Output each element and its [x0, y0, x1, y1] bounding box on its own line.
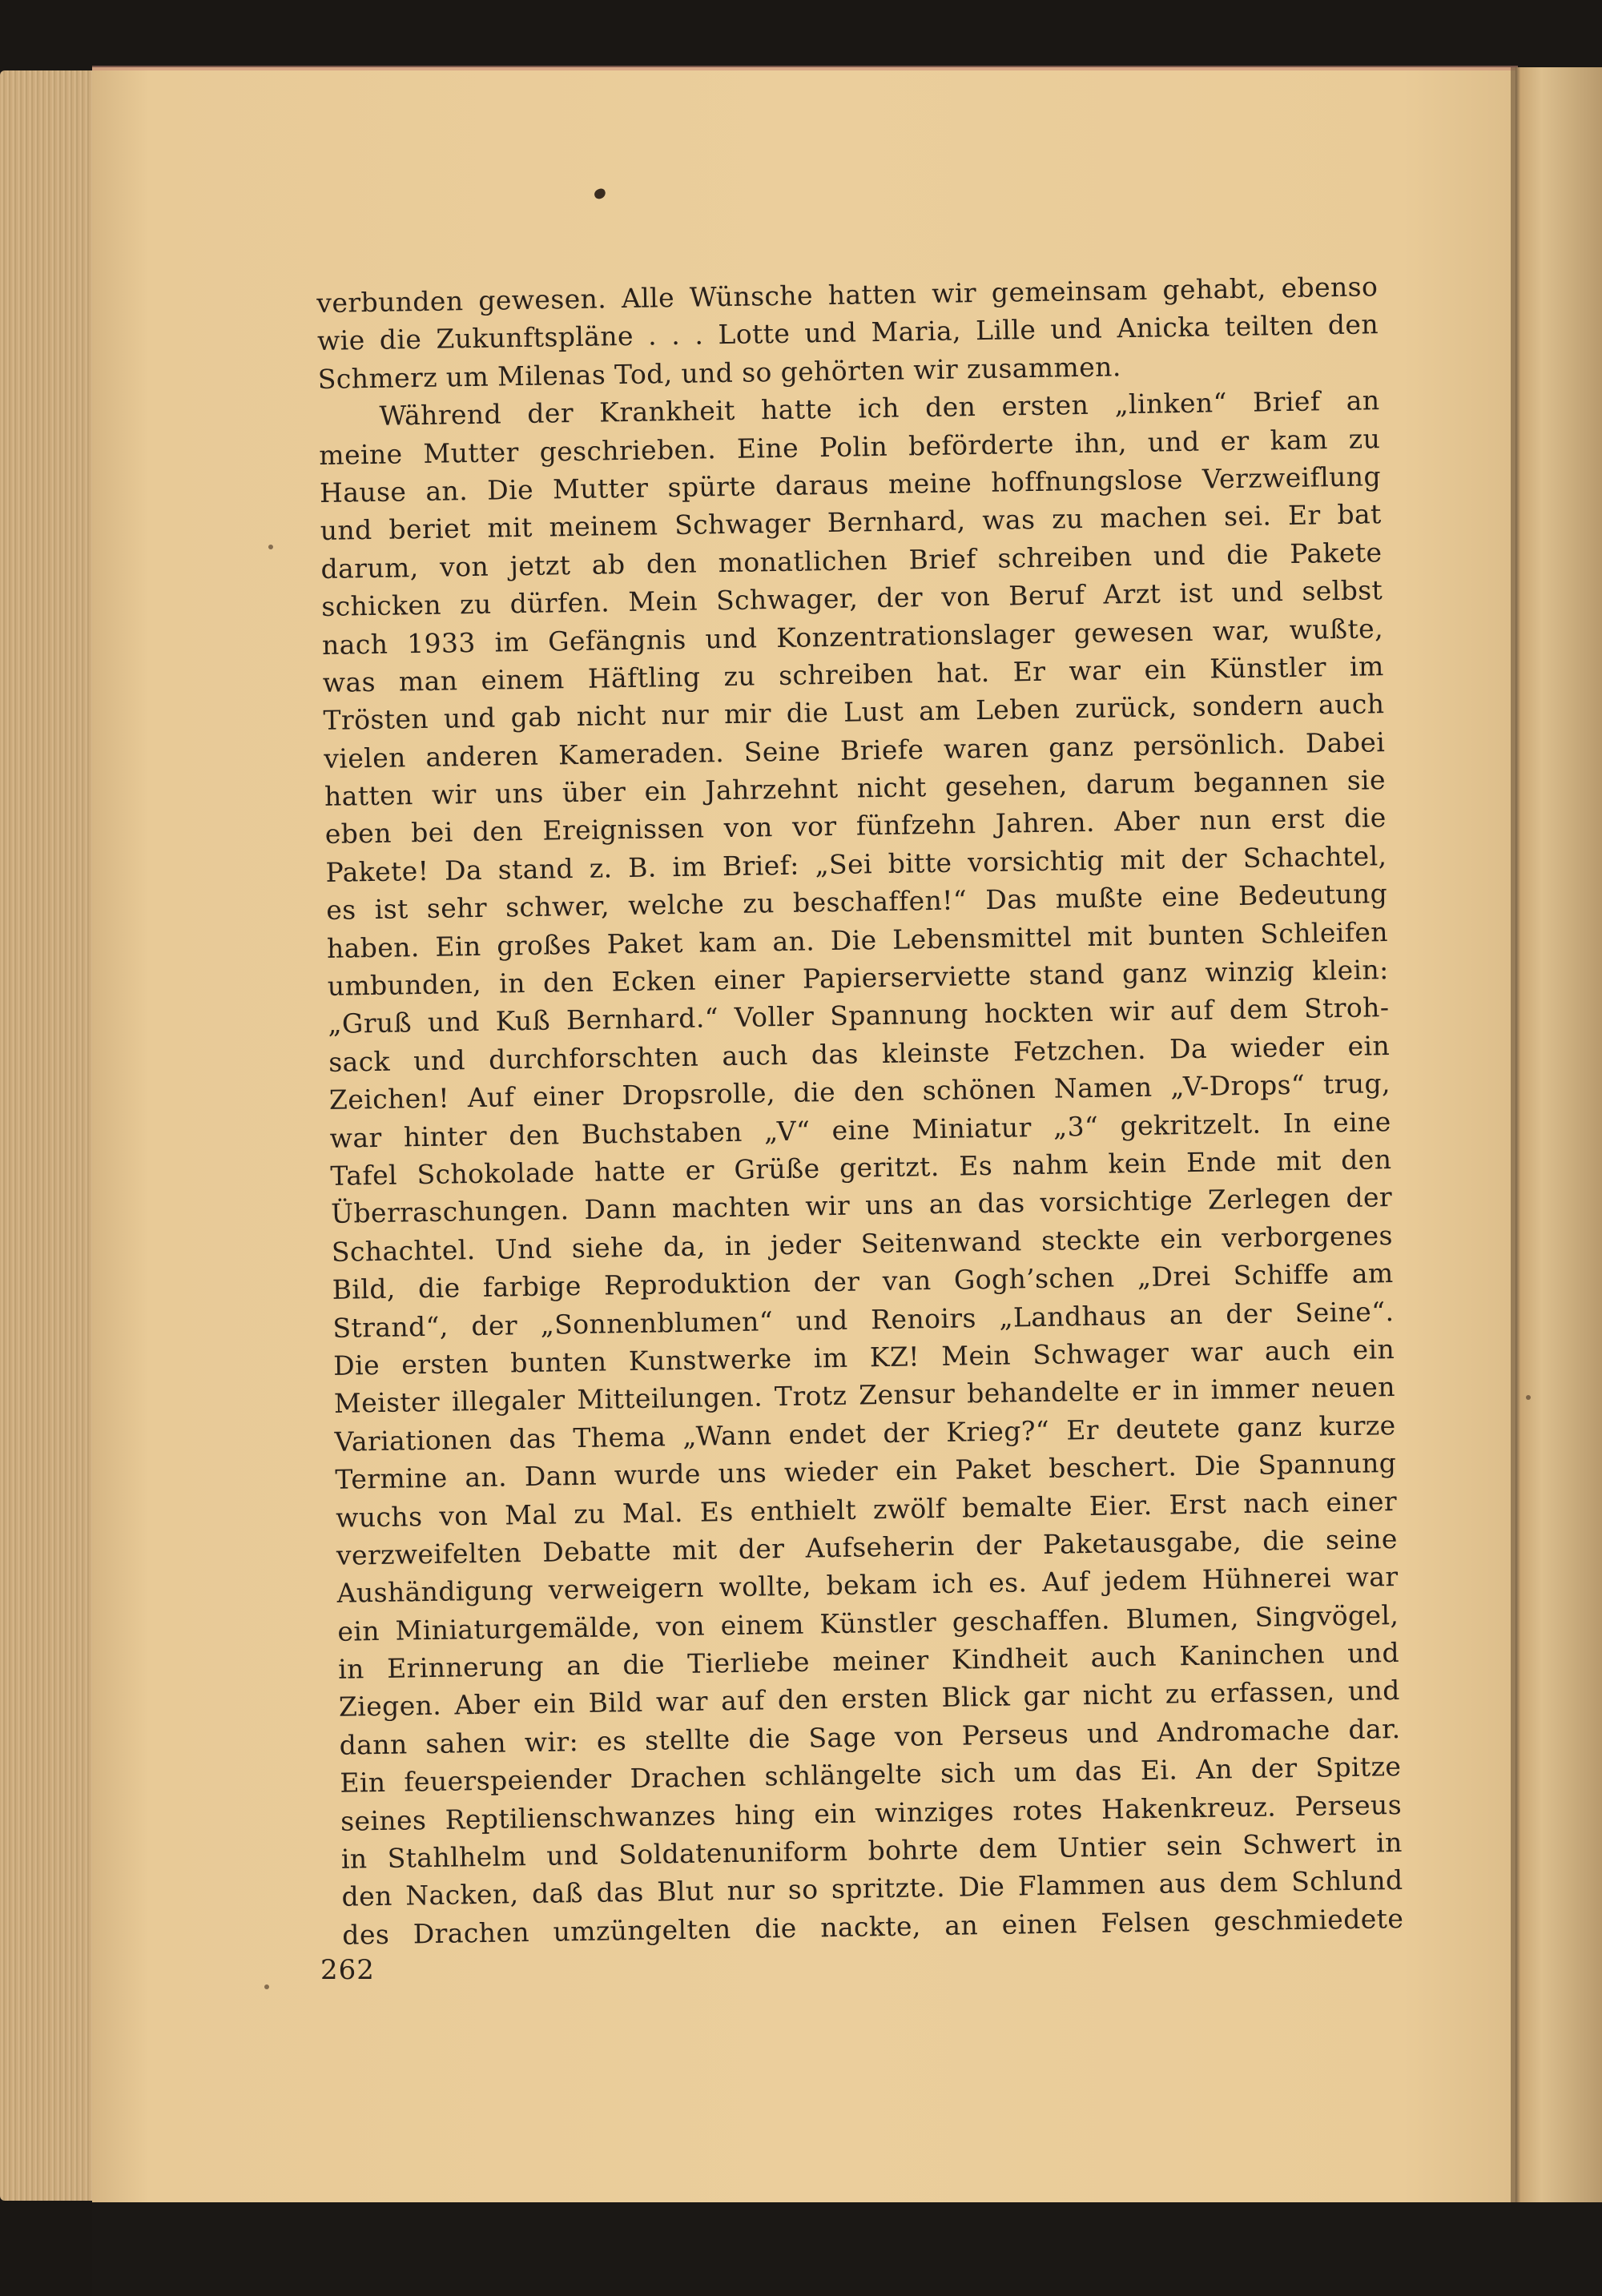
text-line: meine Mutter geschrieben. Eine Polin beförderte ihn, und er kam zu: [319, 422, 1381, 471]
text-line: in Erinnerung an die Tierliebe meiner Kindheit auch Kaninchen und: [337, 1637, 1400, 1685]
text-line: Ziegen. Aber ein Bild war auf den ersten Blick gar nicht zu erfassen, und: [338, 1675, 1401, 1723]
text-line: vielen anderen Kameraden. Seine Briefe waren ganz persönlich. Dabei: [323, 726, 1386, 774]
text-line: „Gruß und Kuß Bernhard.“ Voller Spannung hockten wir auf dem Stroh-: [328, 991, 1390, 1040]
text-line: und beriet mit meinem Schwager Bernhard, was zu machen sei. Er bat: [320, 498, 1382, 547]
text-line: es ist sehr schwer, welche zu beschaffen!“ Das mußte eine Bedeutung: [325, 878, 1388, 927]
text-line: verzweifelten Debatte mit der Aufseherin der Paketausgabe, die seine: [336, 1522, 1399, 1571]
text-line: Zeichen! Auf einer Dropsrolle, die den schönen Namen „V-Drops“ trug,: [328, 1068, 1391, 1116]
text-line: ein Miniaturgemälde, von einem Künstler geschaffen. Blumen, Singvögel,: [337, 1598, 1399, 1647]
text-line: Meister illegaler Mitteilungen. Trotz Zensur behandelte er in immer neuen: [333, 1371, 1396, 1420]
text-line: dann sahen wir: es stellte die Sage von Perseus und Andromache dar.: [339, 1712, 1401, 1761]
text-line: seines Reptilienschwanzes hing ein winziges rotes Hakenkreuz. Perseus: [340, 1788, 1403, 1837]
text-line: haben. Ein großes Paket kam an. Die Lebensmittel mit bunten Schleifen: [326, 915, 1389, 964]
text-line: schicken zu dürfen. Mein Schwager, der von Beruf Arzt ist und selbst: [321, 574, 1383, 623]
speck: [1526, 1395, 1531, 1400]
text-line: des Drachen umzüngelten die nackte, an einen Felsen geschmiedete: [342, 1902, 1404, 1951]
text-line: Variationen das Thema „Wann endet der Krieg?“ Er deutete ganz kurze: [334, 1409, 1396, 1458]
text-line: Ein feuerspeiender Drachen schlängelte sich um das Ei. An der Spitze: [340, 1751, 1402, 1799]
text-line: Tafel Schokolade hatte er Grüße geritzt. Es nahm kein Ende mit den: [330, 1144, 1392, 1192]
text-line: in Stahlhelm und Soldatenuniform bohrte dem Untier sein Schwert in: [340, 1826, 1403, 1875]
text-line: wie die Zukunftspläne . . . Lotte und Maria, Lille und Anicka teilten den: [316, 308, 1379, 357]
speck: [268, 545, 273, 549]
scan-background: [92, 2202, 1602, 2296]
text-line: sack und durchforschten auch das kleinste Fetzchen. Da wieder ein: [328, 1029, 1391, 1078]
text-line: umbunden, in den Ecken einer Papierserviette stand ganz winzig klein:: [327, 954, 1389, 1002]
text-line: Die ersten bunten Kunstwerke im KZ! Mein Schwager war auch ein: [332, 1333, 1395, 1381]
text-line: verbunden gewesen. Alle Wünsche hatten wir gemeinsam gehabt, ebenso: [316, 271, 1379, 319]
text-line: eben bei den Ereignissen von vor fünfzehn Jahren. Aber nun erst die: [324, 802, 1387, 850]
text-line: Hause an. Die Mutter spürte daraus meine hoffnungslose Verzweiflung: [319, 460, 1382, 509]
text-line: Termine an. Dann wurde uns wieder ein Paket beschert. Die Spannung: [335, 1447, 1397, 1495]
text-line: Schachtel. Und siehe da, in jeder Seitenwand steckte ein verborgenes: [331, 1219, 1394, 1268]
text-line: was man einem Häftling zu schreiben hat. Er war ein Künstler im: [322, 650, 1384, 698]
text-line: wuchs von Mal zu Mal. Es enthielt zwölf bemalte Eier. Erst nach einer: [335, 1485, 1398, 1534]
text-line: Während der Krankheit hatte ich den ersten „linken“ Brief an: [379, 384, 1380, 432]
text-line: Trösten und gab nicht nur mir die Lust am Leben zurück, sondern auch: [323, 688, 1385, 737]
text-line: war hinter den Buchstaben „V“ eine Miniatur „3“ gekritzelt. In eine: [329, 1105, 1391, 1154]
text-line: Strand“, der „Sonnenblumen“ und Renoirs „Landhaus an der Seine“.: [332, 1295, 1395, 1344]
text-line: hatten wir uns über ein Jahrzehnt nicht gesehen, darum begannen sie: [324, 764, 1387, 812]
page-stack-edge: [0, 70, 103, 2201]
page-number: 262: [320, 1954, 375, 1986]
text-line: Pakete! Da stand z. B. im Brief: „Sei bitte vorsichtig mit der Schachtel,: [325, 839, 1387, 888]
text-line: Aushändigung verweigern wollte, bekam ich es. Auf jedem Hühnerei war: [336, 1561, 1399, 1610]
text-line: Überraschungen. Dann machten wir uns an das vorsichtige Zerlegen der: [330, 1181, 1393, 1230]
text-line: Bild, die farbige Reproduktion der van Gogh’schen „Drei Schiffe am: [332, 1257, 1394, 1305]
text-line: Schmerz um Milenas Tod, und so gehörten wir zusammen.: [317, 351, 1121, 395]
speck: [264, 1984, 269, 1989]
body-text: [316, 267, 1404, 1954]
text-line: darum, von jetzt ab den monatlichen Brief schreiben und die Pakete: [320, 536, 1383, 585]
text-line: den Nacken, daß das Blut nur so spritzte. Die Flammen aus dem Schlund: [341, 1864, 1403, 1913]
page-top-edge: [92, 66, 1518, 70]
facing-page-edge: [1515, 67, 1602, 2230]
text-line: nach 1933 im Gefängnis und Konzentrationslager gewesen war, wußte,: [321, 612, 1384, 661]
